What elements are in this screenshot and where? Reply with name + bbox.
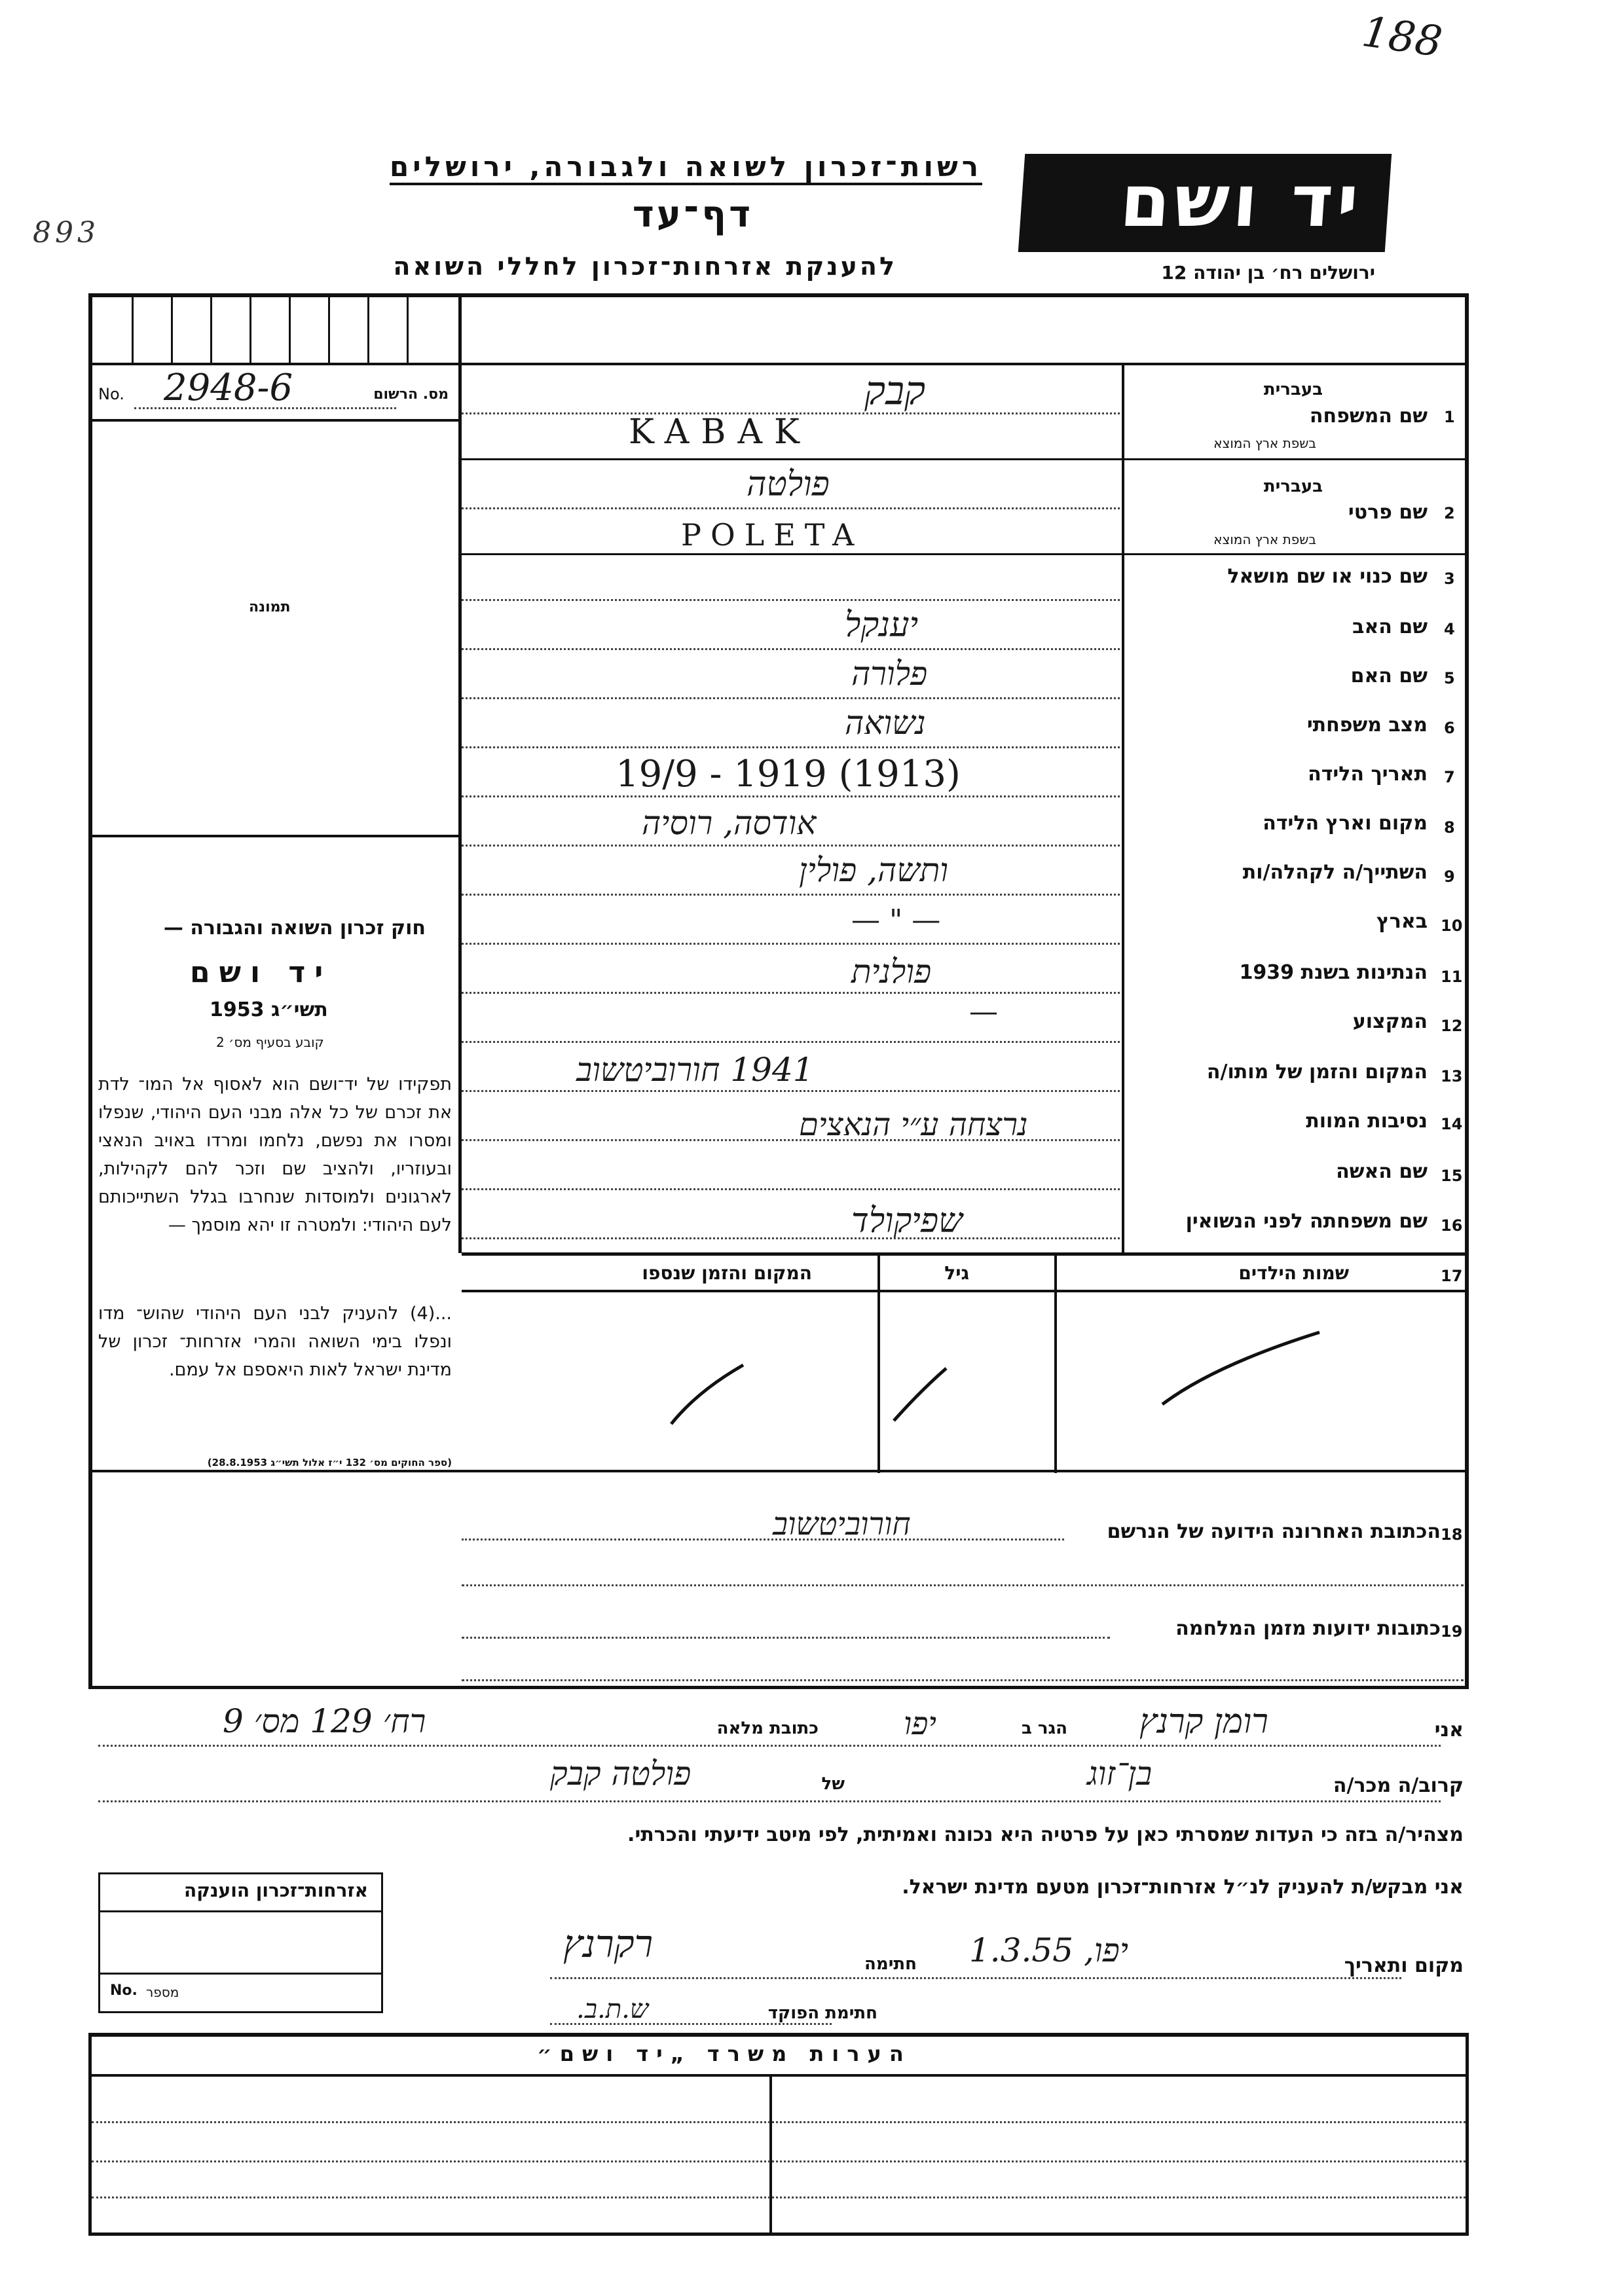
- field-12-value: —: [969, 995, 998, 1029]
- decl-relative-value: בן־זוג: [1087, 1755, 1153, 1793]
- law-year: תשי״ג 1953: [210, 998, 328, 1021]
- field-18-value: חורוביטשוב: [773, 1506, 911, 1542]
- decl-official-value: ש.ת.ב.: [576, 1994, 649, 2024]
- law-name: יד ושם: [190, 956, 333, 989]
- notes-left-border: [88, 2033, 92, 2236]
- field-8-value: אודסה, רוסיה: [642, 804, 817, 842]
- decl-place-date-label: מקום ותאריך: [1344, 1954, 1464, 1977]
- decl-address-value: רח׳ 129 מס׳ 9: [223, 1702, 426, 1740]
- decl-i-value: רומן קרנץ: [1139, 1702, 1268, 1741]
- notes-header-line: [88, 2074, 1469, 2077]
- field-13-label: המקום והזמן של מותו/ה: [1206, 1061, 1428, 1084]
- field-6-value: נשואה: [845, 704, 926, 742]
- label-column-divider: [1122, 363, 1124, 1253]
- field-10-label: בארץ: [1376, 910, 1428, 933]
- field-2-value-latin: POLETA: [681, 517, 864, 553]
- field-6-label: מצב משפחתי: [1306, 714, 1428, 737]
- field-15-label: שם האשה: [1336, 1160, 1428, 1183]
- field-18-label: הכתובת האחרונה הידועה של הנרשם: [1107, 1520, 1441, 1543]
- citizenship-number-label: מספר: [146, 1984, 179, 2000]
- notes-top-line: [88, 2033, 1469, 2037]
- field-5-value: פלורה: [851, 655, 928, 693]
- field-15-number: 15: [1441, 1167, 1463, 1185]
- notes-line-2: [92, 2160, 1466, 2162]
- field-8-number: 8: [1444, 818, 1455, 837]
- notes-line-3: [92, 2196, 1466, 2198]
- field-9-value: ותשה, פולין: [799, 851, 949, 889]
- office-notes-title: הערות משרד „יד ושם״: [537, 2041, 912, 2066]
- field-3-number: 3: [1444, 570, 1455, 588]
- field-8-label: מקום וארץ הלידה: [1263, 812, 1428, 835]
- row-divider-top: [92, 363, 1467, 365]
- field-5-number: 5: [1444, 669, 1455, 687]
- field-1-value-hebrew: קבק: [864, 368, 926, 414]
- children-top-line: [462, 1252, 1467, 1256]
- decl-address-label: כתובת מלאה: [716, 1719, 819, 1738]
- children-col-age: גיל: [944, 1262, 969, 1284]
- strike-names: [1162, 1332, 1320, 1404]
- children-strike-marks: [462, 1293, 1467, 1470]
- photo-label: תמונה: [249, 599, 291, 615]
- field-4-value: יענקל: [845, 606, 919, 645]
- field-2-number: 2: [1444, 504, 1455, 522]
- decl-i-label: אני: [1434, 1719, 1464, 1741]
- citizenship-title: אזרחות־זכרון הוענקה: [184, 1880, 368, 1901]
- field-16-label: שם משפחתה לפני הנשואין: [1185, 1210, 1428, 1233]
- field-2-sub-hebrew: בעברית: [1263, 477, 1323, 496]
- field-10-value: — " —: [851, 903, 941, 937]
- field-19-number: 19: [1441, 1622, 1463, 1641]
- strike-place: [671, 1365, 743, 1424]
- decl-of-label: של: [821, 1774, 845, 1794]
- field-1-label: שם המשפחה: [1309, 405, 1428, 428]
- field-13-number: 13: [1441, 1067, 1463, 1085]
- field-12-number: 12: [1441, 1017, 1463, 1035]
- decl-statement-1: מצהיר/ה בזה כי העדות שמסרתי כאן על פרטיה היא נכונה ואמיתית, לפי מיטב ידיעתי והכרתי.: [627, 1823, 1464, 1846]
- corner-number: 188: [1359, 7, 1445, 67]
- law-paragraph-2: ...(4) להעניק לבני העם היהודי שהוש־ מדו ונפלו בימי השואה והמרי אזרחות־ זכרון של מדינת ישראל לאות היאספם אל עמם.: [98, 1303, 452, 1380]
- decl-of-value: פולטה קבק: [550, 1755, 692, 1793]
- field-16-number: 16: [1441, 1216, 1463, 1235]
- photo-divider: [92, 835, 460, 837]
- field-1-sub-hebrew: בעברית: [1263, 380, 1323, 399]
- frame-left: [88, 293, 92, 1688]
- frame-right: [1465, 293, 1469, 1688]
- field-2-sub-origin: בשפת ארץ המוצא: [1213, 532, 1316, 547]
- field-6-number: 6: [1444, 719, 1455, 737]
- law-footnote: (ספר החוקים מס׳ 132 י״ז אלול תשי״ג 28.8.1953): [207, 1457, 452, 1468]
- notes-center-divider: [769, 2075, 772, 2236]
- notes-line-1: [92, 2121, 1466, 2123]
- field-1-sub-origin: בשפת ארץ המוצא: [1213, 435, 1316, 451]
- registration-row: [98, 367, 455, 412]
- field-18-number: 18: [1441, 1525, 1463, 1544]
- children-header-line: [462, 1290, 1467, 1292]
- decl-resides-label: הגר ב: [1021, 1719, 1067, 1738]
- field-2-value-hebrew: פולטה: [747, 465, 830, 504]
- strike-age: [894, 1368, 946, 1421]
- field-19-label: כתובות ידועות מזמן המלחמה: [1175, 1617, 1441, 1640]
- registration-number: 2948-6: [164, 367, 293, 409]
- law-clause: קובע בסעיף מס׳ 2: [216, 1034, 324, 1050]
- field-14-number: 14: [1441, 1115, 1463, 1133]
- stamp-number: 893: [33, 216, 100, 249]
- field-11-number: 11: [1441, 968, 1463, 986]
- decl-place-date-value: יפו, 1.3.55: [969, 1931, 1128, 1969]
- decl-signature-value: רקרנץ: [563, 1922, 654, 1966]
- decl-official-label: חתימת הפוקד: [767, 2003, 877, 2023]
- notes-right-border: [1466, 2033, 1469, 2236]
- decl-statement-2: אני מבקש/ת להעניק לנ״ל אזרחות־זכרון מטעם מדינת ישראל.: [902, 1876, 1464, 1899]
- decl-relative-label: קרוב/ה מכר/ה: [1333, 1774, 1464, 1797]
- children-col-names: שמות הילדים: [1238, 1262, 1349, 1284]
- children-col-place: המקום והזמן שנספו: [642, 1262, 812, 1284]
- left-column-divider: [458, 297, 462, 1253]
- authority-title: רשות־זכרון לשואה ולגבורה, ירושלים: [390, 151, 982, 185]
- field-1-number: 1: [1444, 408, 1455, 426]
- field-10-number: 10: [1441, 917, 1463, 935]
- section-divider: [92, 1470, 1467, 1472]
- field-7-label: תאריך הלידה: [1308, 763, 1428, 786]
- field-1-value-latin: KABAK: [629, 412, 811, 452]
- yad-vashem-logo: [1018, 154, 1392, 252]
- citizenship-number-prefix: No.: [110, 1982, 138, 1999]
- field-4-number: 4: [1444, 620, 1455, 638]
- decl-signature-label: חתימה: [864, 1954, 917, 1974]
- law-heading: חוק זכרון השואה והגבורה —: [163, 917, 426, 939]
- field-14-value: נרצחה ע״י הנאצים: [799, 1106, 1028, 1143]
- field-2-label: שם פרטי: [1348, 501, 1428, 524]
- field-7-value: 19/9 - 1919 (1913): [616, 753, 961, 795]
- citizenship-box: [98, 1872, 383, 2013]
- field-16-value: שפיקולד: [851, 1201, 963, 1241]
- field-5-label: שם האם: [1350, 665, 1428, 687]
- field-4-label: שם האב: [1352, 615, 1428, 638]
- notes-bottom-line: [88, 2232, 1469, 2236]
- logo-address: ירושלים רח׳ בן יהודה 12: [1161, 262, 1375, 283]
- field-13-value: 1941 חורוביטשוב: [576, 1051, 814, 1089]
- field-9-number: 9: [1444, 867, 1455, 886]
- form-title: דף־עד: [632, 193, 753, 236]
- field-9-label: השתייך/ה לקהלה/ות: [1242, 861, 1428, 884]
- field-7-number: 7: [1444, 768, 1455, 786]
- office-code-boxes: [92, 297, 459, 363]
- field-14-label: נסיבות המוות: [1306, 1110, 1428, 1133]
- law-paragraph-1: תפקידו של יד־ושם הוא לאסוף אל המו־ לדת את זכרם של כל אלה מבני העם היהודי, שנפלו ומסרו את נפשם, נלחמו ומרדו באויב הנאצי ובעוזריו, ולהציב שם וזכר להם לקהילות, לארגונים ולמוסדות שנחרבו בגלל השתייכותם לעם היהודי: ולמטרה זו יהא מוסמך —: [98, 1074, 452, 1235]
- registration-label: מס. הרשום: [373, 386, 449, 403]
- form-subtitle: להענקת אזרחות־זכרון לחללי השואה: [393, 252, 897, 281]
- children-number: 17: [1441, 1267, 1463, 1285]
- field-12-label: המקצוע: [1352, 1010, 1428, 1033]
- reg-divider: [92, 419, 460, 422]
- registration-prefix: No.: [98, 385, 124, 403]
- field-11-label: הנתינות בשנת 1939: [1239, 961, 1428, 984]
- declaration-top-line: [88, 1686, 1469, 1689]
- decl-resides-value: יפו: [904, 1705, 937, 1742]
- field-11-value: פולנית: [851, 953, 932, 991]
- logo-text: יד ושם: [1117, 159, 1365, 243]
- field-3-label: שם כנוי או שם מושאל: [1227, 565, 1428, 588]
